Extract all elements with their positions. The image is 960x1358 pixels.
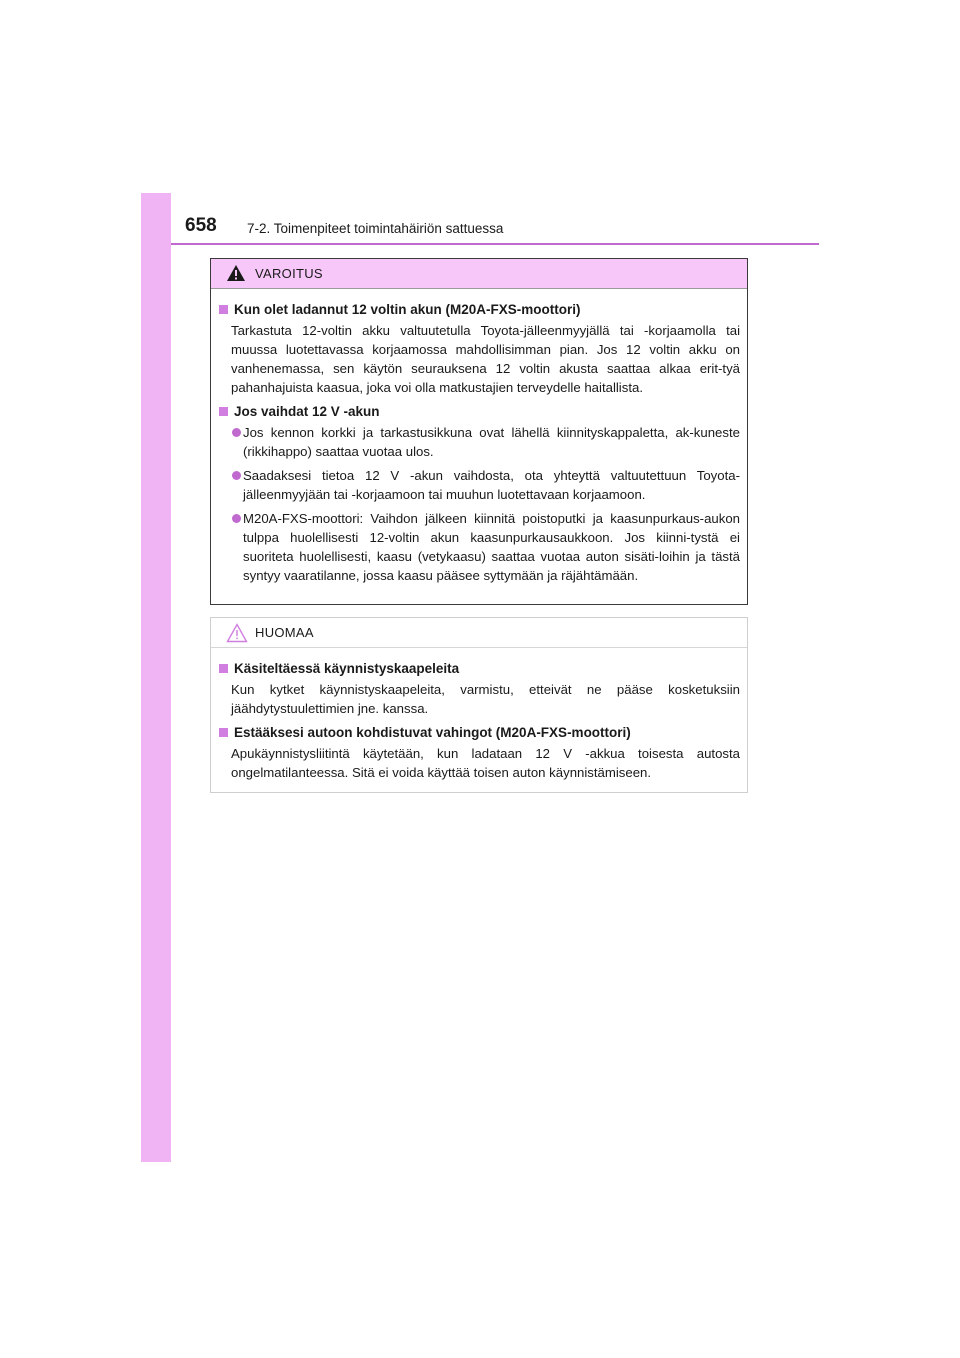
list-item: M20A-FXS-moottori: Vaihdon jälkeen kiinnitä poistoputki ja kaasunpurkaus-aukon tulppa huolellisesti 12-voltin akun kaasunpurkausaukkoon. Jos kiinni-tystä ei suoriteta huolellisesti, kaasu (vetykaasu) saattaa vuotaa auton sisäti-loihin ja tästä syntyy vaaratilanne, jossa kaasu pääsee syttymään ja räjähtämään. <box>219 509 740 585</box>
square-bullet-icon <box>219 664 228 673</box>
section-title: Jos vaihdat 12 V -akun <box>219 402 740 422</box>
warning-box-header <box>211 259 747 289</box>
notice-box <box>210 617 748 793</box>
side-tab-strip <box>141 193 171 1162</box>
warning-box-body <box>211 289 747 585</box>
warning-triangle-icon <box>226 264 246 282</box>
header-rule <box>171 243 819 245</box>
square-bullet-icon <box>219 728 228 737</box>
notice-title: HUOMAA <box>255 625 314 640</box>
section-text: Tarkastuta 12-voltin akku valtuutetulla Toyota-jälleenmyyjällä tai -korjaamolla tai muussa luotettavassa korjaamossa mahdollisimman pian. Jos 12 voltin akku on vanhenemassa, sen käytön seurauksena 12 voltin akusta saattaa alkaa erit-tyä pahanhajuista kaasua, joka voi olla matkustajien terveydelle haitallista. <box>231 323 740 395</box>
warning-title: VAROITUS <box>255 266 323 281</box>
chapter-title: 7-2. Toimenpiteet toimintahäiriön sattuessa <box>247 221 504 236</box>
warning-box <box>210 258 748 605</box>
page-number: 658 <box>185 215 217 236</box>
section-title: Käsiteltäessä käynnistyskaapeleita <box>219 659 740 679</box>
list-item: Jos kennon korkki ja tarkastusikkuna ovat lähellä kiinnityskappaletta, ak-kuneste (rikkihappo) saattaa vuotaa ulos. <box>219 423 740 461</box>
square-bullet-icon <box>219 407 228 416</box>
section-text: Kun kytket käynnistyskaapeleita, varmistu, etteivät ne pääse kosketuksiin jäähdytystuulettimien jne. kanssa. <box>231 682 740 716</box>
section-title: Estääksesi autoon kohdistuvat vahingot (M20A-FXS-moottori) <box>219 723 740 743</box>
page-header <box>141 193 821 245</box>
round-bullet-icon <box>232 514 241 523</box>
round-bullet-icon <box>232 428 241 437</box>
list-item: Saadaksesi tietoa 12 V -akun vaihdosta, ota yhteyttä valtuutettuun Toyota-jälleenmyyjään tai -korjaamoon tai muuhun luotettavaan korjaamoon. <box>219 466 740 504</box>
section-text: Apukäynnistysliitintä käytetään, kun ladataan 12 V -akkua toisesta autosta ongelmatilanteessa. Sitä ei voida käyttää toisen auton käynnistämiseen. <box>231 746 740 780</box>
caution-triangle-icon <box>226 623 248 643</box>
square-bullet-icon <box>219 305 228 314</box>
notice-box-body <box>211 648 747 782</box>
round-bullet-icon <box>232 471 241 480</box>
section-title: Kun olet ladannut 12 voltin akun (M20A-FXS-moottori) <box>219 300 740 320</box>
notice-box-header <box>211 618 747 648</box>
